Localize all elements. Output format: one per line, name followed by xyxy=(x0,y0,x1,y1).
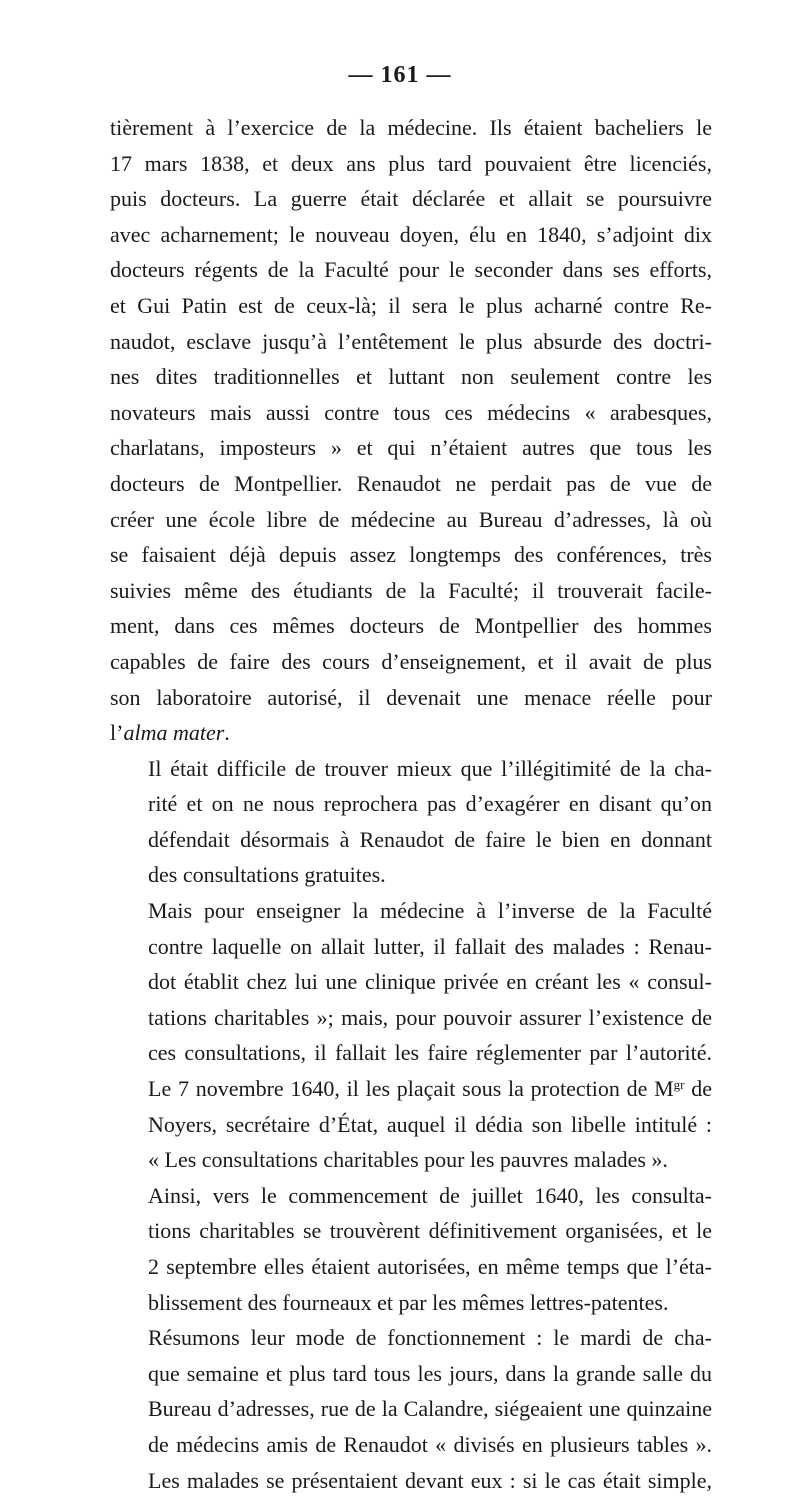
body-text xyxy=(110,110,712,1498)
text-line: charlatans, imposteurs » et qui n’étaient autres que tous les xyxy=(110,435,712,461)
text-line: avec acharnement; le nouveau doyen, élu en 1840, s’adjoint dix xyxy=(110,221,712,247)
text-line xyxy=(110,1071,712,1107)
text-line: ment, dans ces mêmes docteurs de Montpellier des hommes xyxy=(110,613,712,639)
text-line: contre laquelle on allait lutter, il fallait des malades : Renau- xyxy=(148,933,712,959)
text-line: son laboratoire autorisé, il devenait une menace réelle pour xyxy=(110,684,712,710)
text-line xyxy=(110,715,712,751)
text-fragment: Le 7 novembre 1640, il les plaçait sous la protection de M xyxy=(148,1076,674,1102)
text-line: docteurs de Montpellier. Renaudot ne perdait pas de vue de xyxy=(110,470,712,496)
text-line: défendait désormais à Renaudot de faire le bien en donnant xyxy=(148,826,712,852)
text-line: docteurs régents de la Faculté pour le seconder dans ses efforts, xyxy=(110,257,712,283)
text-line: « Les consultations charitables pour les pauvres malades ». xyxy=(148,1147,668,1173)
text-line: Ainsi, vers le commencement de juillet 1640, les consulta- xyxy=(148,1182,712,1208)
text-line: puis docteurs. La guerre était déclarée et allait se poursuivre xyxy=(110,186,712,212)
text-line: tations charitables »; mais, pour pouvoir assurer l’existence de xyxy=(148,1004,712,1030)
superscript-abbrev: gr xyxy=(673,1077,685,1093)
text-line: que semaine et plus tard tous les jours, dans la grande salle du xyxy=(148,1360,712,1386)
text-line: capables de faire des cours d’enseignement, et il avait de plus xyxy=(110,648,712,674)
text-line: 2 septembre elles étaient autorisées, en même temps que l’éta- xyxy=(148,1254,712,1279)
paragraph-1 xyxy=(110,110,712,751)
text-line: Les malades se présentaient devant eux : si le cas était simple, xyxy=(148,1467,712,1493)
text-line: novateurs mais aussi contre tous ces médecins « arabesques, xyxy=(110,399,712,425)
paragraph-3 xyxy=(110,893,712,1178)
text-line: nes dites traditionnelles et luttant non seulement contre les xyxy=(110,364,712,390)
text-fragment: l’ xyxy=(110,720,124,746)
text-line: Mais pour enseigner la médecine à l’inverse de la Faculté xyxy=(148,898,712,924)
italic-term: alma mater xyxy=(123,720,225,746)
text-fragment: de xyxy=(684,1076,713,1102)
text-line: des consultations gratuites. xyxy=(148,862,386,888)
text-line: 17 mars 1838, et deux ans plus tard pouvaient être licenciés, xyxy=(110,150,712,176)
text-line: se faisaient déjà depuis assez longtemps des conférences, très xyxy=(110,542,712,568)
text-line: dot établit chez lui une clinique privée en créant les « consul- xyxy=(148,969,712,995)
text-line: tièrement à l’exercice de la médecine. Ils étaient bacheliers le xyxy=(110,115,712,140)
text-line: suivies même des étudiants de la Faculté; il trouverait facile- xyxy=(110,577,712,603)
text-line: ces consultations, il fallait les faire réglementer par l’autorité. xyxy=(148,1040,712,1066)
text-line: tions charitables se trouvèrent définitivement organisées, et le xyxy=(148,1218,712,1244)
text-line: Noyers, secrétaire d’État, auquel il dédia son libelle intitulé : xyxy=(148,1111,712,1137)
text-line: de médecins amis de Renaudot « divisés en plusieurs tables ». xyxy=(148,1431,712,1457)
text-line: Il était difficile de trouver mieux que l’illégitimité de la cha- xyxy=(148,755,712,781)
text-line: Résumons leur mode de fonctionnement : le mardi de cha- xyxy=(148,1325,712,1351)
text-line: Bureau d’adresses, rue de la Calandre, siégeaient une quinzaine xyxy=(148,1396,712,1422)
text-line: et Gui Patin est de ceux-là; il sera le plus acharné contre Re- xyxy=(110,292,712,318)
text-line: créer une école libre de médecine au Bureau d’adresses, là où xyxy=(110,506,712,532)
text-fragment: . xyxy=(224,720,230,746)
text-line: rité et on ne nous reprochera pas d’exagérer en disant qu’on xyxy=(148,791,712,817)
text-line: naudot, esclave jusqu’à l’entêtement le plus absurde des doctri- xyxy=(110,328,712,354)
paragraph-2 xyxy=(110,751,712,893)
page-number: — 161 — xyxy=(348,62,452,88)
text-line: blissement des fourneaux et par les mêmes lettres-patentes. xyxy=(148,1289,669,1315)
paragraph-5 xyxy=(110,1320,712,1498)
paragraph-4 xyxy=(110,1178,712,1320)
